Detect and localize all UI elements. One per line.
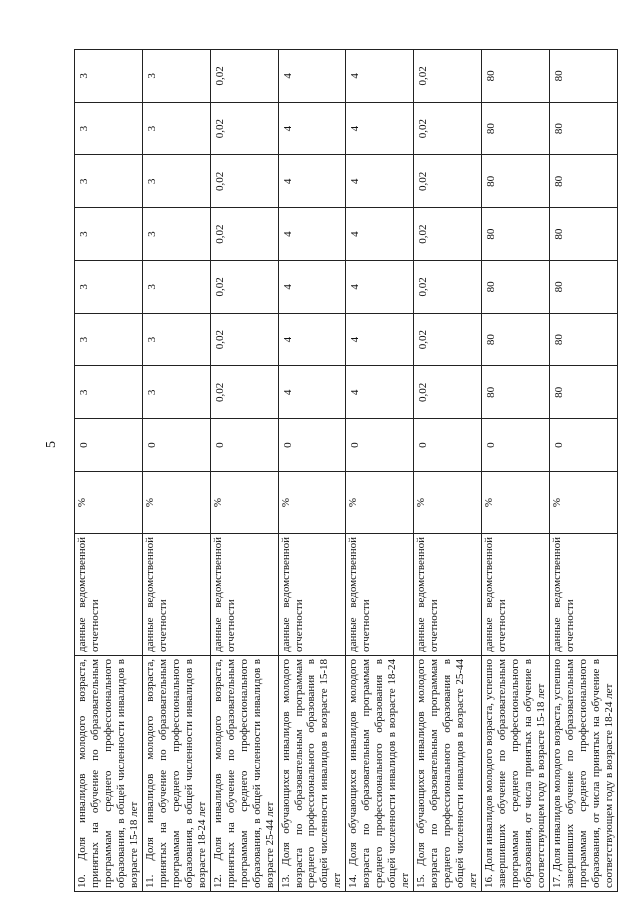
value-cell: 80 (482, 366, 550, 419)
value-cell: 80 (549, 313, 617, 366)
indicator-name-cell: 12. Доля инвалидов молодого возраста, принятых на обучение по образовательным программам среднего профессионального образования, в общей численности инвалидов в возрасте 25-44 лет (210, 656, 278, 892)
indicator-name-cell: 17. Доля инвалидов молодого возраста, успешно завершивших обучение по образовательным программам среднего профессионального образования, от числа принятых на обучение в соответствующем году в возрасте 18-24 лет (549, 656, 617, 892)
unit-cell: % (414, 472, 482, 534)
value-cell: 80 (549, 155, 617, 208)
indicators-table-wrapper (74, 50, 615, 892)
value-cell: 0,02 (210, 50, 278, 103)
table-row (75, 50, 143, 892)
value-cell: 0,02 (414, 366, 482, 419)
data-source-cell: данные ведомственной отчетности (75, 534, 143, 656)
value-cell: 80 (482, 313, 550, 366)
value-cell: 0 (482, 419, 550, 472)
indicator-name-cell: 14. Доля обучающихся инвалидов молодого возраста по образовательным программам среднего профессионального образования в общей численности инвалидов в возрасте 18-24 лет (346, 656, 414, 892)
table-row (142, 50, 210, 892)
data-source-cell: данные ведомственной отчетности (482, 534, 550, 656)
value-cell: 3 (75, 208, 143, 261)
value-cell: 80 (549, 261, 617, 314)
value-cell: 4 (346, 313, 414, 366)
value-cell: 0 (549, 419, 617, 472)
value-cell: 3 (142, 261, 210, 314)
data-source-cell: данные ведомственной отчетности (278, 534, 346, 656)
indicator-name-cell: 10. Доля инвалидов молодого возраста, принятых на обучение по образовательным программам среднего профессионального образования, в общей численности инвалидов в возрасте 15-18 лет (75, 656, 143, 892)
value-cell: 3 (75, 155, 143, 208)
value-cell: 3 (142, 313, 210, 366)
value-cell: 3 (75, 366, 143, 419)
value-cell: 0,02 (414, 155, 482, 208)
value-cell: 4 (278, 261, 346, 314)
value-cell: 0,02 (414, 208, 482, 261)
value-cell: 0 (210, 419, 278, 472)
value-cell: 80 (549, 102, 617, 155)
unit-cell: % (142, 472, 210, 534)
data-source-cell: данные ведомственной отчетности (346, 534, 414, 656)
value-cell: 0,02 (210, 102, 278, 155)
value-cell: 0 (278, 419, 346, 472)
table-row (278, 50, 346, 892)
data-source-cell: данные ведомственной отчетности (142, 534, 210, 656)
table-row (210, 50, 278, 892)
value-cell: 0,02 (210, 155, 278, 208)
value-cell: 0 (142, 419, 210, 472)
value-cell: 3 (142, 366, 210, 419)
indicators-table (74, 49, 618, 892)
value-cell: 4 (346, 155, 414, 208)
value-cell: 4 (278, 155, 346, 208)
value-cell: 4 (346, 261, 414, 314)
value-cell: 3 (142, 50, 210, 103)
value-cell: 80 (482, 102, 550, 155)
table-body (75, 50, 618, 892)
value-cell: 80 (482, 50, 550, 103)
value-cell: 80 (482, 208, 550, 261)
table-row (549, 50, 617, 892)
unit-cell: % (278, 472, 346, 534)
value-cell: 0 (346, 419, 414, 472)
value-cell: 0,02 (210, 261, 278, 314)
value-cell: 80 (482, 155, 550, 208)
value-cell: 3 (142, 208, 210, 261)
value-cell: 0,02 (414, 50, 482, 103)
value-cell: 3 (142, 102, 210, 155)
page-number: 5 (44, 441, 59, 448)
table-row (414, 50, 482, 892)
value-cell: 4 (278, 313, 346, 366)
value-cell: 3 (75, 261, 143, 314)
value-cell: 0,02 (414, 261, 482, 314)
unit-cell: % (75, 472, 143, 534)
value-cell: 3 (75, 102, 143, 155)
value-cell: 3 (142, 155, 210, 208)
table-row (482, 50, 550, 892)
indicator-name-cell: 15. Доля обучающихся инвалидов молодого возраста по образовательным программам среднего профессионального образования в общей численности инвалидов в возрасте 25-44 лет (414, 656, 482, 892)
value-cell: 4 (278, 50, 346, 103)
data-source-cell: данные ведомственной отчетности (549, 534, 617, 656)
indicator-name-cell: 13. Доля обучающихся инвалидов молодого возраста по образовательным программам среднего профессионального образования в общей численности инвалидов в возрасте 15-18 лет (278, 656, 346, 892)
value-cell: 0,02 (210, 208, 278, 261)
value-cell: 4 (346, 50, 414, 103)
value-cell: 0,02 (210, 366, 278, 419)
indicator-name-cell: 11. Доля инвалидов молодого возраста, принятых на обучение по образовательным программам среднего профессионального образования, в общей численности инвалидов в возрасте 18-24 лет (142, 656, 210, 892)
value-cell: 80 (549, 208, 617, 261)
data-source-cell: данные ведомственной отчетности (414, 534, 482, 656)
value-cell: 4 (346, 102, 414, 155)
value-cell: 4 (346, 208, 414, 261)
table-row (346, 50, 414, 892)
value-cell: 4 (278, 366, 346, 419)
unit-cell: % (346, 472, 414, 534)
value-cell: 80 (549, 50, 617, 103)
unit-cell: % (549, 472, 617, 534)
value-cell: 4 (278, 102, 346, 155)
value-cell: 4 (346, 366, 414, 419)
value-cell: 0,02 (414, 102, 482, 155)
value-cell: 4 (278, 208, 346, 261)
indicator-name-cell: 16. Доля инвалидов молодого возраста, успешно завершивших обучение по образовательным программам среднего профессионального образования, от числа принятых на обучение в соответствующем году в возрасте 15-18 лет (482, 656, 550, 892)
value-cell: 80 (482, 261, 550, 314)
value-cell: 0 (75, 419, 143, 472)
value-cell: 3 (75, 313, 143, 366)
value-cell: 0,02 (210, 313, 278, 366)
value-cell: 0,02 (414, 313, 482, 366)
value-cell: 0 (414, 419, 482, 472)
value-cell: 3 (75, 50, 143, 103)
data-source-cell: данные ведомственной отчетности (210, 534, 278, 656)
value-cell: 80 (549, 366, 617, 419)
unit-cell: % (482, 472, 550, 534)
unit-cell: % (210, 472, 278, 534)
